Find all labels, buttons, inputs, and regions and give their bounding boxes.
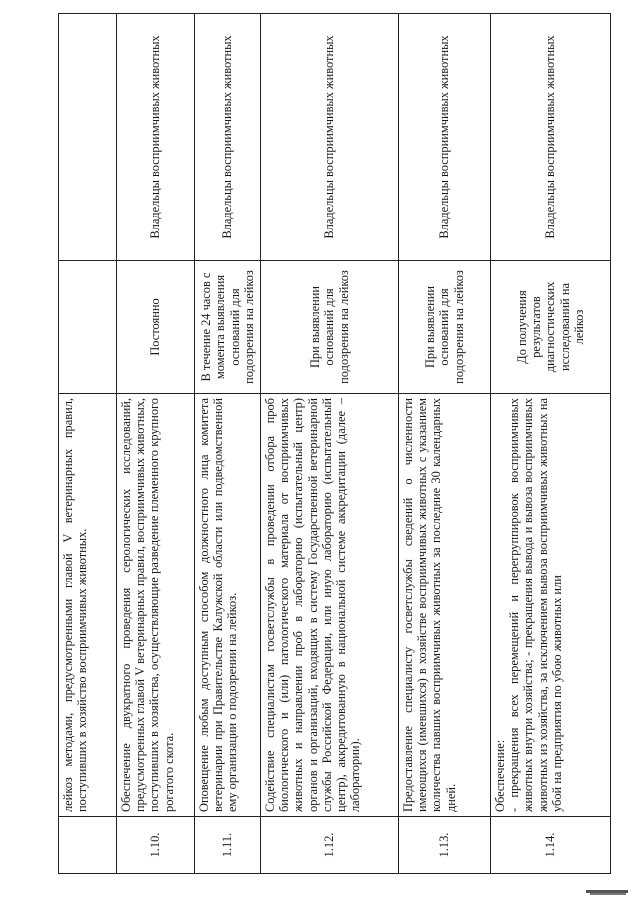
measure-responsible: Владельцы восприимчивых животных (491, 14, 611, 261)
measure-term (59, 261, 117, 394)
measure-term: При выявлении оснований для подозрения на лейкоз (261, 261, 399, 394)
measure-term: При выявлении оснований для подозрения на лейкоз (399, 261, 491, 394)
scan-artifact-line (590, 893, 626, 895)
row-number (59, 817, 117, 874)
row-number: 1.11. (195, 817, 261, 874)
table-row (399, 14, 491, 874)
measure-description (491, 394, 611, 817)
measure-description: Содействие специалистам госветслужбы в проведении отбора проб биологического и (или) патологического материала от восприимчивых животных и направлении проб в лабораторию (испытательный центр) органов и организаций, входящих в систему Государственной ветеринарной службы Российской Федерации, или иную лабораторию (испытательный центр), аккредитованную в национальной системе аккредитации (далее – лаборатории). (261, 394, 399, 817)
measure-term: До получения результатов диагностических исследований на лейкоз (491, 261, 611, 394)
row-number: 1.13. (399, 817, 491, 874)
measure-responsible: Владельцы восприимчивых животных (195, 14, 261, 261)
measure-responsible: Владельцы восприимчивых животных (261, 14, 399, 261)
measure-responsible (59, 14, 117, 261)
measure-description: Оповещение любым доступным способом должностного лица комитета ветеринарии при Правительстве Калужской области или подведомственной ему организации о подозрении на лейкоз. (195, 394, 261, 817)
measure-term: Постоянно (117, 261, 195, 394)
row-number: 1.12. (261, 817, 399, 874)
measure-responsible: Владельцы восприимчивых животных (399, 14, 491, 261)
measure-description: лейкоз методами, предусмотренными главой V ветеринарных правил, поступивших в хозяйство восприимчивых животных. (59, 394, 117, 817)
measure-responsible: Владельцы восприимчивых животных (117, 14, 195, 261)
table-row (59, 14, 117, 874)
row-number: 1.14. (491, 817, 611, 874)
measure-description-lead: Обеспечение: (493, 739, 507, 812)
measure-description: Обеспечение двукратного проведения серологических исследований, предусмотренных главой V ветеринарных правил, восприимчивых животных, поступивших в хозяйства, осуществляющие разведение племенного крупного рогатого скота. (117, 394, 195, 817)
table-row (117, 14, 195, 874)
row-number: 1.10. (117, 817, 195, 874)
measures-table (58, 13, 611, 874)
measure-description: Предоставление специалисту госветслужбы сведений о численности имеющихся (имевшихся) в хозяйстве восприимчивых животных с указанием количества павших восприимчивых животных за последние 30 календарных дней. (399, 394, 491, 817)
rotated-table-container (58, 35, 610, 874)
measure-description-body: - прекращения всех перемещений и перегруппировок восприимчивых животных внутри хозяйства; - прекращения вывода и вывоза восприимчивых животных из хозяйства, за исключением вывоза восприимчивых животных на убой на предприятия по убою животных или (507, 398, 564, 812)
measure-term: В течение 24 часов с момента выявления оснований для подозрения на лейкоз (195, 261, 261, 394)
table-row (261, 14, 399, 874)
table-row (195, 14, 261, 874)
table-row (491, 14, 611, 874)
